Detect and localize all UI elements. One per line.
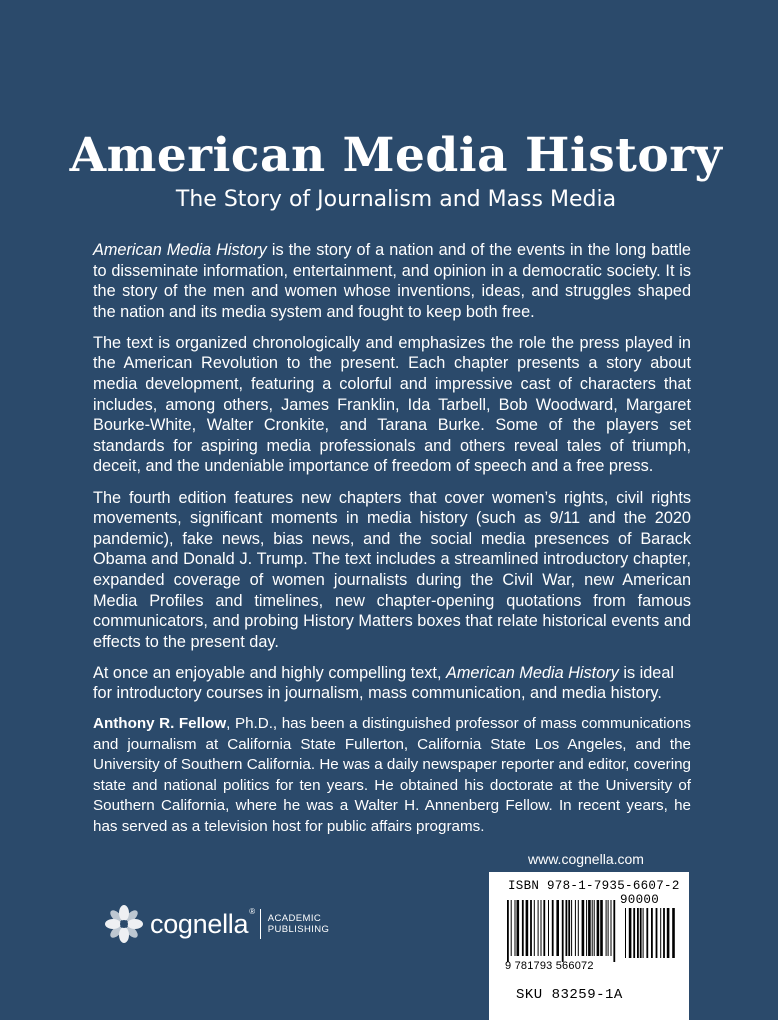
barcode-bar [541, 900, 542, 956]
barcode-bar [568, 900, 570, 956]
book-subtitle: The Story of Journalism and Mass Media [175, 187, 617, 212]
ean-digits: 9 781793 566072 [505, 960, 594, 972]
barcode-bar [543, 900, 545, 956]
barcode-bar [538, 900, 539, 956]
barcode-bar [640, 908, 642, 958]
book-title-italic: American Media History [93, 241, 267, 259]
barcode-bar [588, 900, 591, 956]
barcode-label [489, 872, 689, 1020]
barcode-bar [608, 900, 609, 956]
publisher-name-text: cognella [150, 908, 249, 939]
barcode-bar [660, 908, 661, 958]
barcode-bar [530, 900, 532, 956]
back-cover-description [93, 240, 691, 847]
barcode-bar [625, 908, 626, 958]
description-paragraph-1-text: is the story of a nation and of the events in the long battle to disseminate information, entertainment, and opinion in a democratic society. It is the story of the men and women whose inventions, ideas, and struggles shaped the nation and its media system and fought to keep both free. [93, 241, 691, 321]
description-paragraph-4 [93, 663, 691, 704]
publisher-logo [104, 902, 329, 946]
barcode-bar [633, 908, 635, 958]
barcode-bar [643, 908, 644, 958]
barcode-bar [646, 908, 648, 958]
author-bio-text: , Ph.D., has been a distinguished professor of mass communications and journalism at California State Fullerton, California State Los Angeles, and the University of Southern California. He was a daily newspaper reporter and editor, covering state and national politics for ten years. He obtained his doctorate at the University of Southern California, where he was a Walter H. Annenberg Fellow. In recent years, he has served as a television host for public affairs programs. [93, 715, 692, 835]
barcode-bar [586, 900, 587, 956]
barcode-bar [611, 900, 612, 956]
barcode-bar [515, 900, 516, 956]
barcode-bar [637, 908, 639, 958]
barcode-bar [597, 900, 600, 956]
sku-text: SKU 83259-1A [516, 987, 623, 1003]
barcode-bar [656, 908, 658, 958]
barcode-bar [562, 900, 564, 962]
publisher-website: www.cognella.com [528, 851, 644, 867]
publisher-name [150, 906, 255, 940]
barcode-bar [552, 900, 554, 956]
barcode-bar [663, 908, 665, 958]
barcode-bar [566, 900, 568, 956]
book-title: American Media History [69, 128, 723, 183]
barcode-bar [575, 900, 576, 956]
barcode-bar [526, 900, 529, 956]
book-title-italic-2: American Media History [446, 663, 619, 682]
barcode-bar [600, 900, 603, 956]
description-paragraph-4-tail: is ideal for introductory courses in journalism, mass communication, and media history. [93, 663, 675, 703]
barcode-bar [667, 908, 670, 958]
author-name: Anthony R. Fellow [93, 715, 227, 733]
barcode-bar [592, 900, 593, 956]
barcode-bar [651, 908, 653, 958]
barcode-bar [556, 900, 559, 956]
barcode-bar [517, 900, 520, 956]
barcode-bar [511, 900, 512, 956]
barcode-bar [613, 900, 615, 962]
barcode-bar [606, 900, 607, 956]
barcode-bar [594, 900, 595, 956]
barcode-bar [578, 900, 579, 956]
isbn-text: ISBN 978-1-7935-6607-2 [508, 879, 680, 893]
logo-divider [260, 909, 261, 939]
tagline-line-2: PUBLISHING [267, 924, 330, 935]
description-paragraph-2: The text is organized chronologically and emphasizes the role the press played in the American Revolution to the present. Each chapter presents a story about media development, featuring a colorful and impressive cast of characters that includes, among others, James Franklin, Ida Tarbell, Bob Woodward, Margaret Bourke-White, Walter Cronkite, and Tarana Burke. Some of the players set standards for aspiring media professionals and others reveal tales of triumph, deceit, and the undeniable importance of freedom of speech and a free press. [93, 333, 691, 476]
barcode-bar [571, 900, 572, 956]
barcode-bar [582, 900, 585, 956]
publisher-tagline [268, 913, 330, 935]
barcode-bar [629, 908, 632, 958]
tagline-line-1: ACADEMIC [267, 913, 322, 924]
trademark-symbol: ® [249, 906, 255, 916]
barcode-bar [672, 908, 675, 958]
description-paragraph-4-lead: At once an enjoyable and highly compelling text, [93, 663, 446, 682]
author-bio [93, 714, 691, 836]
description-paragraph-3: The fourth edition features new chapters that cover women’s rights, civil rights movements, significant moments in media history (such as 9/11 and the 2020 pandemic), fake news, bias news, and the social media presences of Barack Obama and Donald J. Trump. The text includes a streamlined introductory chapter, expanded coverage of women journalists during the Civil War, new American Media Profiles and timelines, new chapter-opening quotations from famous communicators, and probing History Matters boxes that relate historical events and effects to the present day. [93, 488, 691, 651]
price-addon-code: 90000 [620, 893, 660, 907]
barcode-bar [522, 900, 524, 956]
barcode-bar [507, 900, 509, 962]
cognella-flower-icon [104, 904, 144, 944]
barcode-bar [548, 900, 549, 956]
description-paragraph-1 [93, 240, 691, 322]
barcode-bar [534, 900, 535, 956]
